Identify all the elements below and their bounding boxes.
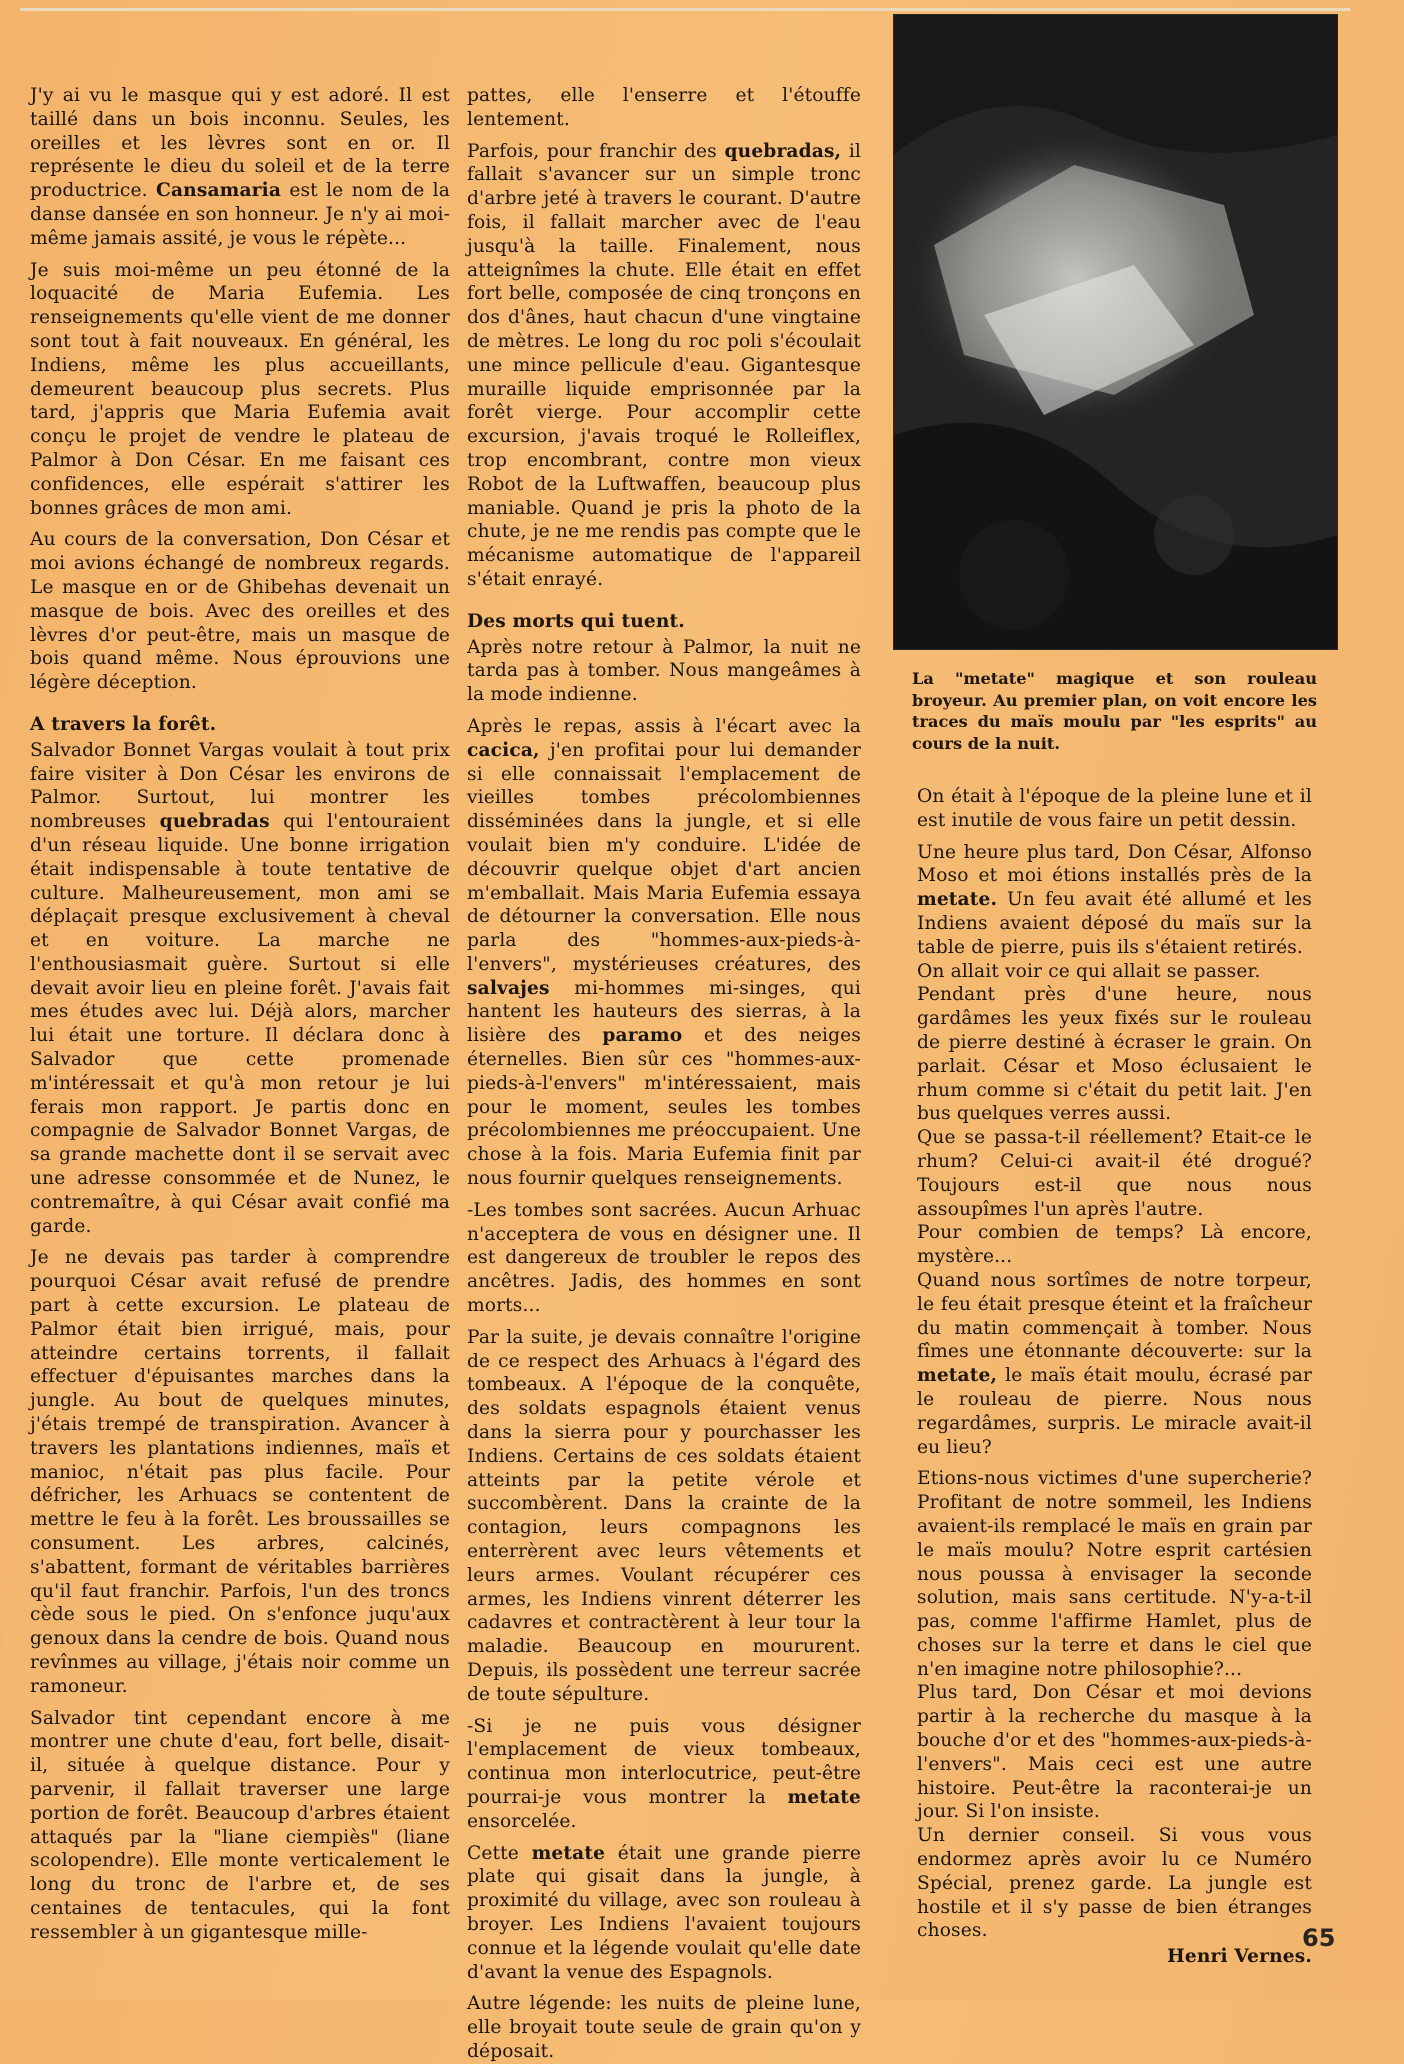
term-salvajes: salvajes (467, 977, 550, 999)
paragraph: Une heure plus tard, Don César, Alfonso Moso et moi étions installés près de la metate. Un feu avait été allumé et les Indiens avaient déposé du maïs sur la table de pierre, puis ils s'étaient retirés. (917, 841, 1312, 958)
paragraph: Salvador Bonnet Vargas voulait à tout prix faire visiter à Don César les environs de Palmor. Surtout, lui montrer les nombreuses quebradas qui l'entouraient d'un réseau liquide. Une bonne irrigation était indispensable à toute tentative de culture. Malheureusement, mon ami se déplaçait presque exclusivement à cheval et en voiture. La marche ne l'enthousiasmait guère. Surtout si elle devait avoir lieu en pleine forêt. J'avais fait mes études avec lui. Déjà alors, marcher lui était une torture. Il déclara donc à Salvador que cette promenade m'intéressait et qu'à mon retour je lui ferais mon rapport. Je partis donc en compagnie de Salvador Bonnet Vargas, de sa grande machette dont il se servait avec une adresse consommée et de Nunez, le contremaître, à qui César avait confié ma garde. (30, 739, 451, 1237)
paragraph: Que se passa-t-il réellement? Etait-ce le rhum? Celui-ci avait-il été drogué? Toujours est-il que nous nous assoupîmes l'un après l'autre. (917, 1127, 1312, 1220)
top-rule (20, 8, 1350, 11)
paragraph: Pour combien de temps? Là encore, mystère... (917, 1222, 1312, 1268)
page-number: 65 (1302, 1924, 1336, 1952)
paragraph: Cette metate était une grande pierre plate qui gisait dans la jungle, à proximité du village, avec son rouleau à broyer. Les Indiens l'avaient toujours connue et la légende voulait qu'elle date d'avant la venue des Espagnols. (467, 1842, 861, 1983)
term-quebradas: quebradas (159, 811, 270, 833)
article-column-2 (467, 84, 861, 2064)
paragraph: On était à l'époque de la pleine lune et il est inutile de vous faire un petit dessin. (917, 786, 1312, 831)
paragraph: Quand nous sortîmes de notre torpeur, le feu était presque éteint et la fraîcheur du matin commençait à tomber. Nous fîmes une étonnante découverte: sur la metate, le maïs était moulu, écrasé par le rouleau de pierre. Nous nous regardâmes, surpris. Le miracle avait-il eu lieu? (917, 1269, 1312, 1458)
paragraph: Parfois, pour franchir des quebradas, il fallait s'avancer sur un simple tronc d'arbre jeté à travers le courant. D'autre fois, il fallait marcher avec de l'eau jusqu'à la taille. Finalement, nous atteignîmes la chute. Elle était en effet fort belle, composée de cinq tronçons en dos d'ânes, haut chacun d'une vingtaine de mètres. Le long du roc poli s'écoulait une mince pellicule d'eau. Gigantesque muraille liquide emprisonnée par la forêt vierge. Pour accomplir cette excursion, j'avais troqué le Rolleiflex, trop encombrant, contre mon vieux Robot de la Luftwaffen, beaucoup plus maniable. Quand je pris la photo de la chute, je ne me rendis pas compte que le mécanisme automatique de l'appareil s'était enrayé. (467, 140, 862, 590)
paragraph: Etions-nous victimes d'une supercherie? Profitant de notre sommeil, les Indiens avaient-ils remplacé le maïs en grain par le maïs moulu? Notre esprit cartésien nous poussa à envisager la seconde solution, mais sans certitude. N'y-a-t-il pas, comme l'affirme Hamlet, plus de choses sur la terre et dans le ciel que n'en imagine notre philosophie?... (917, 1468, 1312, 1680)
term-cansamaria: Cansamaria (156, 180, 282, 202)
term-paramo: paramo (602, 1025, 683, 1047)
metate-photo-illustration (894, 15, 1337, 649)
section-heading: Des morts qui tuent. (467, 610, 685, 632)
photo-caption: La "metate" magique et son rouleau broyeur. Au premier plan, on voit encore les traces du maïs moulu par "les esprits" au cours de la nuit. (912, 669, 1317, 753)
paragraph: Au cours de la conversation, Don César et moi avions échangé de nombreux regards. Le masque en or de Ghibehas devenait un masque de bois. Avec des oreilles et des lèvres d'or peut-être, mais un masque de bois quand même. Nous éprouvions une légère déception. (30, 529, 450, 694)
section-heading: A travers la forêt. (30, 713, 217, 735)
paragraph: Par la suite, je devais connaître l'origine de ce respect des Arhuacs à l'égard des tombeaux. A l'époque de la conquête, des soldats espagnols étaient venus dans la sierra pour y pourchasser les Indiens. Certains de ces soldats étaient atteints par la petite vérole et succombèrent. Dans la crainte de la contagion, leurs compagnons les enterrèrent avec leurs vêtements et leurs armes. Voulant récupérer ces armes, les Indiens vinrent déterrer les cadavres et contractèrent à leur tour la maladie. Beaucoup en moururent. Depuis, ils possèdent une terreur sacrée de toute sépulture. (467, 1326, 861, 1705)
paragraph: Pendant près d'une heure, nous gardâmes les yeux fixés sur le rouleau de pierre destiné à écraser le grain. On parlait. César et Moso éclusaient le rhum comme si c'était du petit lait. J'en bus quelques verres aussi. (917, 984, 1312, 1125)
paragraph: On allait voir ce qui allait se passer. (917, 960, 1261, 982)
metate-photo (893, 14, 1338, 650)
term-metate: metate. (917, 889, 998, 911)
paragraph: Plus tard, Don César et moi devions partir à la recherche du masque à la bouche d'or et des "hommes-aux-pieds-à-l'envers". Mais ceci est une autre histoire. Peut-être la raconterai-je un jour. Si l'on insiste. (917, 1682, 1312, 1823)
paragraph: Je suis moi-même un peu étonné de la loquacité de Maria Eufemia. Les renseignements qu'elle vient de me donner sont tout à fait nouveaux. En général, les Indiens, même les plus accueillants, demeurent beaucoup plus secrets. Plus tard, j'appris que Maria Eufemia avait conçu le projet de vendre le plateau de Palmor à Don César. En me faisant ces confidences, elle espérait s'attirer les bonnes grâces de mon ami. (30, 259, 450, 519)
paragraph: -Les tombes sont sacrées. Aucun Arhuac n'acceptera de vous en désigner une. Il est dangereux de troubler le repos des ancêtres. Jadis, des hommes en sont morts... (467, 1199, 861, 1317)
article-column-3 (917, 785, 1312, 1969)
term-cacica: cacica, (467, 739, 540, 761)
author-signature: Henri Vernes. (1167, 1946, 1312, 1968)
term-quebradas: quebradas, (724, 140, 842, 162)
paragraph: Je ne devais pas tarder à comprendre pourquoi César avait refusé de prendre part à cette excursion. Le plateau de Palmor était bien irrigué, mais, pour atteindre certains torrents, il fallait effectuer d'épuisantes marches dans la jungle. Au bout de quelques minutes, j'étais trempé de transpiration. Avancer à travers les plantations indiennes, maïs et manioc, n'était pas plus facile. Pour défricher, les Arhuacs se contentent de mettre le feu à la forêt. Les broussailles se consument. Les arbres, calcinés, s'abattent, formant de véritables barrières qu'il faut franchir. Parfois, l'un des troncs cède sous le pied. On s'enfonce juqu'aux genoux dans la cendre de bois. Quand nous revînmes au village, j'étais noir comme un ramoneur. (30, 1247, 450, 1697)
term-metate: metate (531, 1842, 606, 1864)
paragraph: -Si je ne puis vous désigner l'emplacement de vieux tombeaux, continua mon interlocutrice, peut-être pourrai-je vous montrer la metate ensorcelée. (467, 1715, 861, 1832)
paragraph: J'y ai vu le masque qui y est adoré. Il est taillé dans un bois inconnu. Seules, les oreilles et les lèvres sont en or. Il représente le dieu du soleil et de la terre productrice. Cansamaria est le nom de la danse dansée en son honneur. Je n'y ai moi-même jamais assité, je vous le répète... (30, 85, 451, 249)
term-metate: metate, (917, 1365, 998, 1387)
paragraph: Autre légende: les nuits de pleine lune, elle broyait toute seule de grain qu'on y déposait. (467, 1993, 861, 2062)
paragraph: Après le repas, assis à l'écart avec la cacica, j'en profitai pour lui demander si elle connaissait l'emplacement de vieilles tombes précolombiennes disséminées dans la jungle, et si elle voulait bien m'y conduire. L'idée de découvrir quelque objet d'art ancien m'emballait. Mais Maria Eufemia essaya de détourner la conversation. Elle nous parla des "hommes-aux-pieds-à-l'envers", mystérieuses créatures, des salvajes mi-hommes mi-singes, qui hantent les hauteurs des sierras, à la lisière des paramo et des neiges éternelles. Bien sûr ces "hommes-aux-pieds-à-l'envers" m'intéressaient, mais pour le moment, seules les tombes précolombiennes me préoccupaient. Une chose à la fois. Maria Eufemia finit par nous fournir quelques renseignements. (467, 715, 862, 1190)
paragraph: pattes, elle l'enserre et l'étouffe lentement. (467, 85, 861, 130)
article-column-1 (30, 84, 450, 1945)
paragraph: Salvador tint cependant encore à me montrer une chute d'eau, fort belle, disait-il, située à quelque distance. Pour y parvenir, il fallait traverser une large portion de forêt. Beaucoup d'arbres étaient attaqués par la "liane ciempiès" (liane scolopendre). Elle monte verticalement le long du tronc de l'arbre et, de ses centaines de tentacules, qui la font ressembler à un gigantesque mille- (30, 1707, 450, 1943)
paragraph: Un dernier conseil. Si vous vous endormez après avoir lu ce Numéro Spécial, prenez garde. La jungle est hostile et il s'y passe de bien étranges choses. (917, 1825, 1312, 1942)
term-metate: metate (787, 1786, 861, 1808)
paragraph: Après notre retour à Palmor, la nuit ne tarda pas à tomber. Nous mangeâmes à la mode indienne. (467, 636, 861, 706)
